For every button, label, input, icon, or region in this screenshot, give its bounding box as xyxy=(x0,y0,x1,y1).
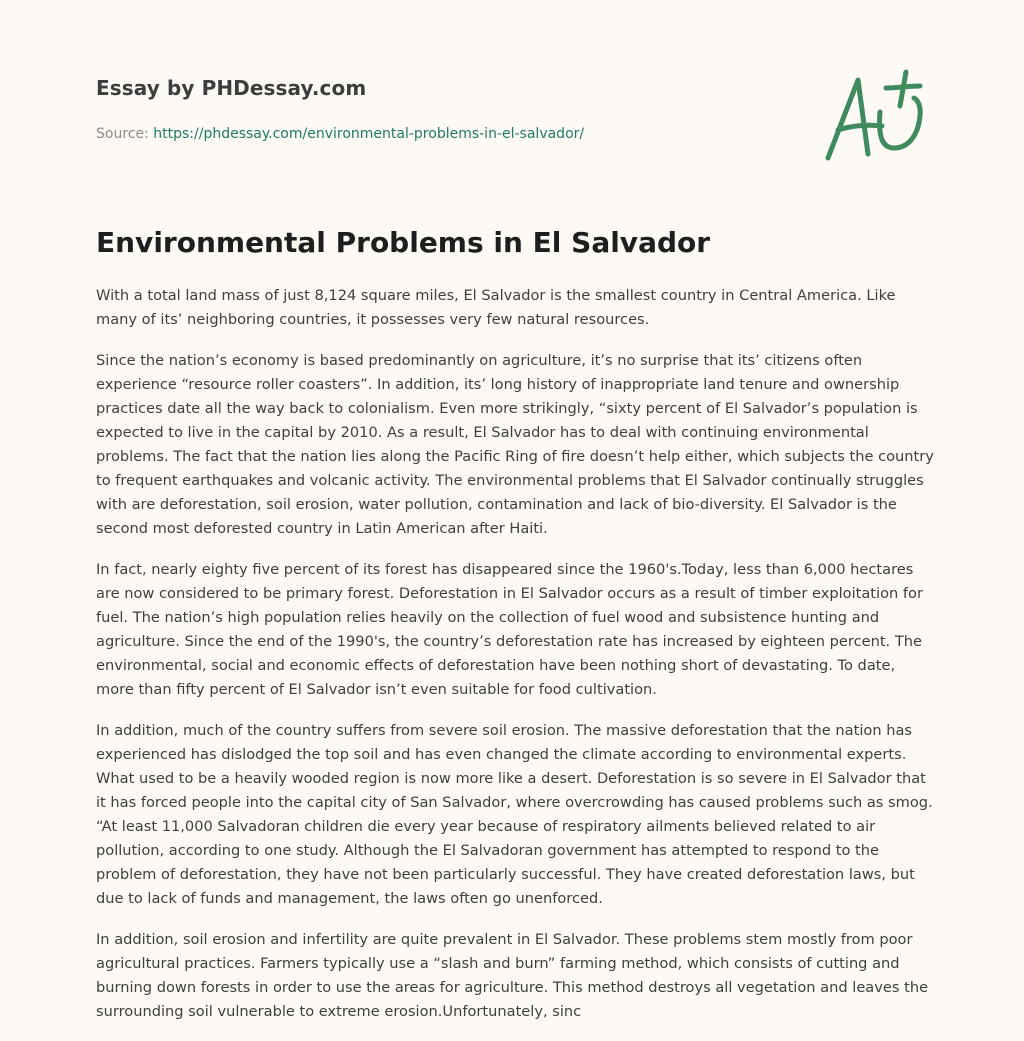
essay-title: Environmental Problems in El Salvador xyxy=(96,226,711,259)
a-plus-grade-icon xyxy=(820,66,930,166)
essay-paragraph: Since the nation’s economy is based predominantly on agriculture, it’s no surprise that its’ citizens often experience “resource roller coasters”. In addition, its’ long history of inappropriate land tenure and ownership practices date all the way back to colonialism. Even more strikingly, “sixty percent of El Salvador’s population is expected to live in the capital by 2010. As a result, El Salvador has to deal with continuing environmental problems. The fact that the nation lies along the Pacific Ring of fire doesn’t help either, which subjects the country to frequent earthquakes and volcanic activity. The environmental problems that El Salvador continually struggles with are deforestation, soil erosion, water pollution, contamination and lack of bio-diversity. El Salvador is the second most deforested country in Latin American after Haiti. xyxy=(96,352,934,537)
site-brand: Essay by PHDessay.com xyxy=(96,76,367,100)
essay-header xyxy=(96,76,796,142)
source-line xyxy=(96,126,796,142)
essay-paragraph: In addition, soil erosion and infertility are quite prevalent in El Salvador. These problems stem mostly from poor agricultural practices. Farmers typically use a “slash and burn” farming method, which consists of cutting and burning down forests in order to use the areas for agriculture. This method destroys all vegetation and leaves the surrounding soil vulnerable to extreme erosion.Unfortunately, sinc xyxy=(96,931,929,1020)
essay-body xyxy=(96,284,936,1041)
essay-paragraph: With a total land mass of just 8,124 square miles, El Salvador is the smallest country in Central America. Like many of its’ neighboring countries, it possesses very few natural resources. xyxy=(96,287,896,328)
source-link[interactable]: https://phdessay.com/environmental-problems-in-el-salvador/ xyxy=(153,126,585,142)
source-label: Source: xyxy=(96,126,149,142)
essay-paragraph: In fact, nearly eighty five percent of its forest has disappeared since the 1960's.Today, less than 6,000 hectares are now considered to be primary forest. Deforestation in El Salvador occurs as a result of timber exploitation for fuel. The nation’s high population relies heavily on the collection of fuel wood and subsistence hunting and agriculture. Since the end of the 1990's, the country’s deforestation rate has increased by eighteen percent. The environmental, social and economic effects of deforestation have been nothing short of devastating. To date, more than fifty percent of El Salvador isn’t even suitable for food cultivation. xyxy=(96,561,923,698)
essay-paragraph: In addition, much of the country suffers from severe soil erosion. The massive deforestation that the nation has experienced has dislodged the top soil and has even changed the climate according to environmental experts. What used to be a heavily wooded region is now more like a desert. Deforestation is so severe in El Salvador that it has forced people into the capital city of San Salvador, where overcrowding has caused problems such as smog. “At least 11,000 Salvadoran children die every year because of respiratory ailments believed related to air pollution, according to one study. Although the El Salvadoran government has attempted to respond to the problem of deforestation, they have not been particularly successful. They have created deforestation laws, but due to lack of funds and management, the laws often go unenforced. xyxy=(96,722,933,907)
